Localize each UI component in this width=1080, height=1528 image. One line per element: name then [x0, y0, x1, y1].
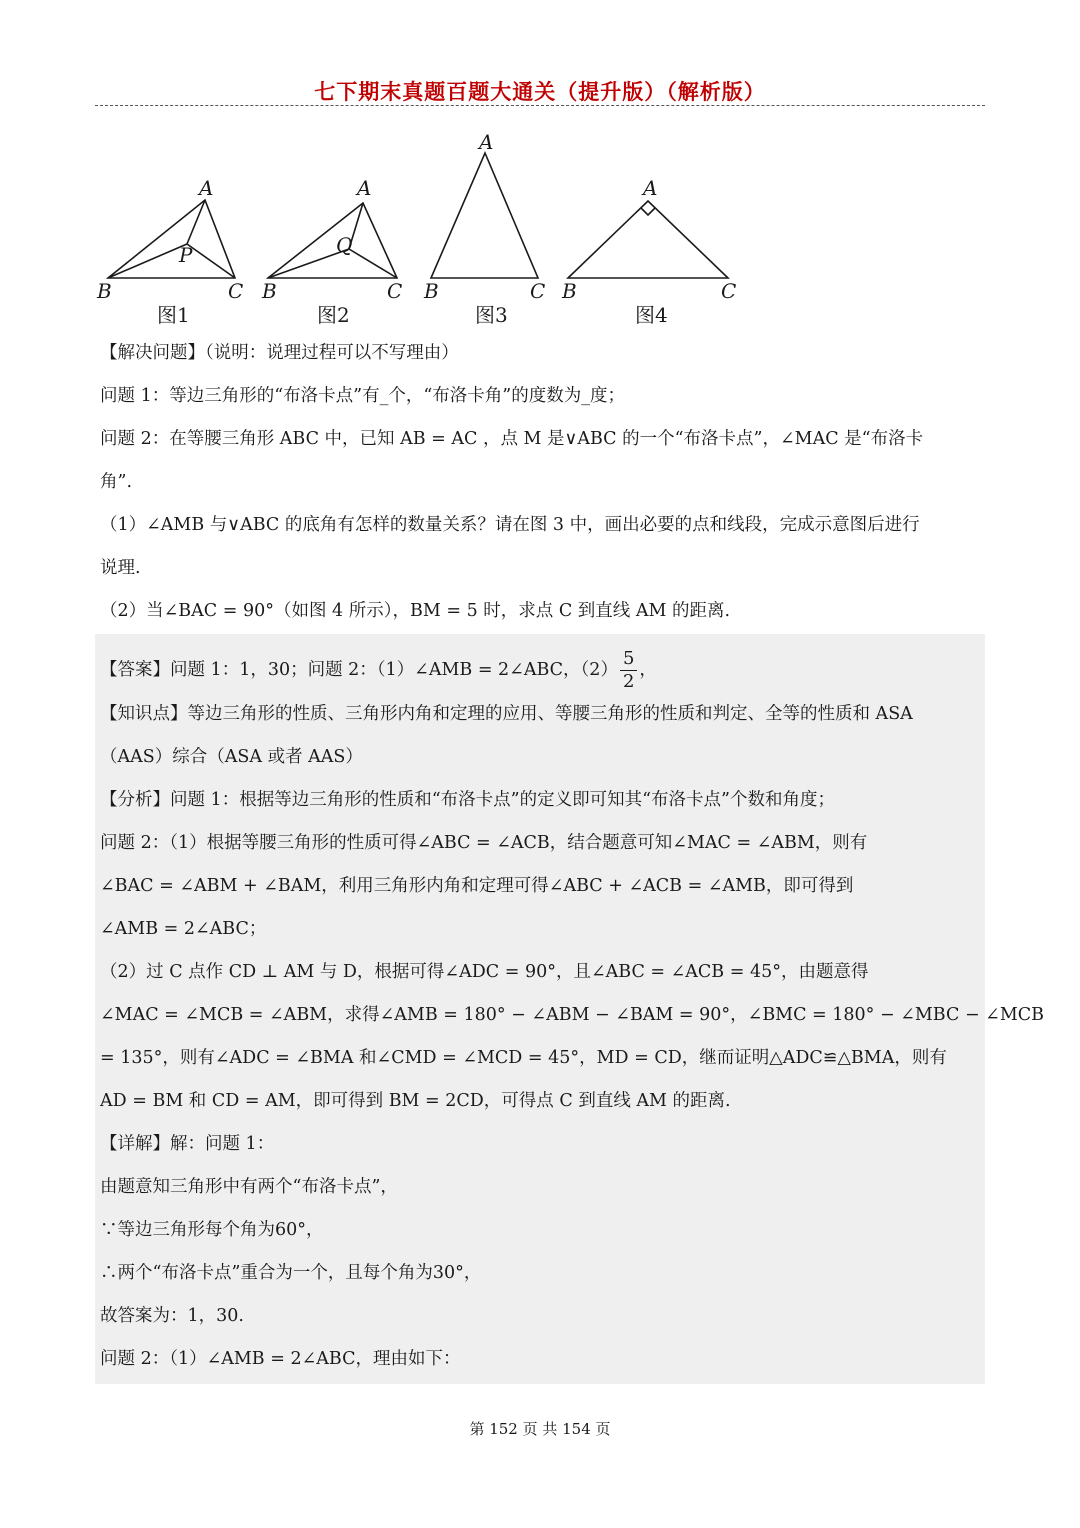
detail-line-1: 【详解】解：问题 1：: [100, 1134, 275, 1154]
knowledge-line-2: （AAS）综合（ASA 或者 AAS）: [100, 747, 363, 767]
problem-intro: 【解决问题】（说明：说理过程可以不写理由）: [100, 343, 459, 363]
problem-2-part-2: （2）当∠BAC = 90°（如图 4 所示），BM = 5 时，求点 C 到直线 AM 的距离.: [100, 601, 731, 621]
answer-line: [100, 648, 980, 693]
page-number: 第 152 页 共 154 页: [469, 1420, 611, 1438]
fig2-label-c: C: [387, 279, 403, 303]
analysis-line-7: = 135°，则有∠ADC = ∠BMA 和∠CMD = ∠MCD = 45°，MD = CD，继而证明△ADC≌△BMA，则有: [100, 1048, 947, 1068]
fig1-label-a: A: [199, 176, 214, 200]
problem-2-line-2: 角”.: [100, 472, 133, 492]
figure-1: [108, 200, 235, 278]
problem-2-line-1: 问题 2：在等腰三角形 ABC 中，已知 AB = AC ，点 M 是∨ABC 的一个“布洛卡点”，∠MAC 是“布洛卡: [100, 429, 924, 449]
fig4-label-b: B: [562, 279, 577, 303]
fig1-label-c: C: [228, 279, 244, 303]
fig1-caption: 图1: [157, 303, 190, 327]
analysis-line-1: 【分析】问题 1：根据等边三角形的性质和“布洛卡点”的定义即可知其“布洛卡点”个数和角度；: [100, 790, 835, 810]
problem-2-part-1-line-2: 说理.: [100, 558, 141, 578]
detail-line-2: 由题意知三角形中有两个“布洛卡点”，: [100, 1177, 398, 1197]
problem-1: 问题 1：等边三角形的“布洛卡点”有_个，“布洛卡角”的度数为_度；: [100, 386, 625, 406]
knowledge-line-1: 【知识点】等边三角形的性质、三角形内角和定理的应用、等腰三角形的性质和判定、全等的性质和 ASA: [100, 704, 913, 724]
fig2-caption: 图2: [317, 303, 350, 327]
detail-line-6: 问题 2：（1）∠AMB = 2∠ABC，理由如下：: [100, 1349, 461, 1369]
analysis-line-2: 问题 2：（1）根据等腰三角形的性质可得∠ABC = ∠ACB，结合题意可知∠MAC = ∠ABM，则有: [100, 833, 868, 853]
figures-row: [95, 125, 775, 340]
answer-suffix: ，: [639, 660, 657, 680]
detail-line-5: 故答案为：1，30.: [100, 1306, 244, 1326]
figure-3: [431, 153, 538, 278]
fig4-label-c: C: [721, 279, 737, 303]
analysis-line-8: AD = BM 和 CD = AM，即可得到 BM = 2CD，可得点 C 到直线 AM 的距离.: [100, 1091, 731, 1111]
fraction-numerator: 5: [620, 648, 637, 671]
fig3-label-b: B: [424, 279, 439, 303]
detail-line-4: ∴两个“布洛卡点”重合为一个，且每个角为30°，: [100, 1263, 482, 1283]
fig3-caption: 图3: [475, 303, 508, 327]
answer-text: 【答案】问题 1：1，30；问题 2：（1）∠AMB = 2∠ABC，（2）: [100, 660, 618, 680]
fig2-label-b: B: [262, 279, 277, 303]
fig1-label-p: P: [179, 243, 193, 267]
analysis-line-5: （2）过 C 点作 CD ⊥ AM 与 D，根据可得∠ADC = 90°，且∠ABC = ∠ACB = 45°，由题意得: [100, 962, 869, 982]
fig3-label-a: A: [479, 130, 494, 154]
fig4-label-a: A: [643, 176, 658, 200]
figure-2: [268, 203, 397, 278]
analysis-line-3: ∠BAC = ∠ABM + ∠BAM，利用三角形内角和定理可得∠ABC + ∠ACB = ∠AMB，即可得到: [100, 876, 854, 896]
fig2-label-a: A: [357, 176, 372, 200]
figure-4: [568, 201, 728, 278]
fig2-label-q: Q: [336, 233, 353, 257]
geometry-figures: [95, 125, 775, 340]
detail-line-3: ∵等边三角形每个角为60°，: [100, 1220, 324, 1240]
header-divider: [95, 105, 985, 106]
fig1-label-b: B: [97, 279, 112, 303]
answer-fraction: [620, 648, 637, 693]
page-header-title: 七下期末真题百题大通关（提升版）（解析版）: [314, 79, 766, 104]
analysis-line-6: ∠MAC = ∠MCB = ∠ABM，求得∠AMB = 180° − ∠ABM − ∠BAM = 90°，∠BMC = 180° − ∠MBC − ∠MCB: [100, 1005, 1044, 1025]
fig3-label-c: C: [530, 279, 546, 303]
problem-2-part-1-line-1: （1）∠AMB 与∨ABC 的底角有怎样的数量关系？请在图 3 中，画出必要的点和线段，完成示意图后进行: [100, 515, 920, 535]
analysis-line-4: ∠AMB = 2∠ABC；: [100, 919, 267, 939]
fraction-denominator: 2: [622, 671, 635, 692]
fig4-caption: 图4: [635, 303, 668, 327]
